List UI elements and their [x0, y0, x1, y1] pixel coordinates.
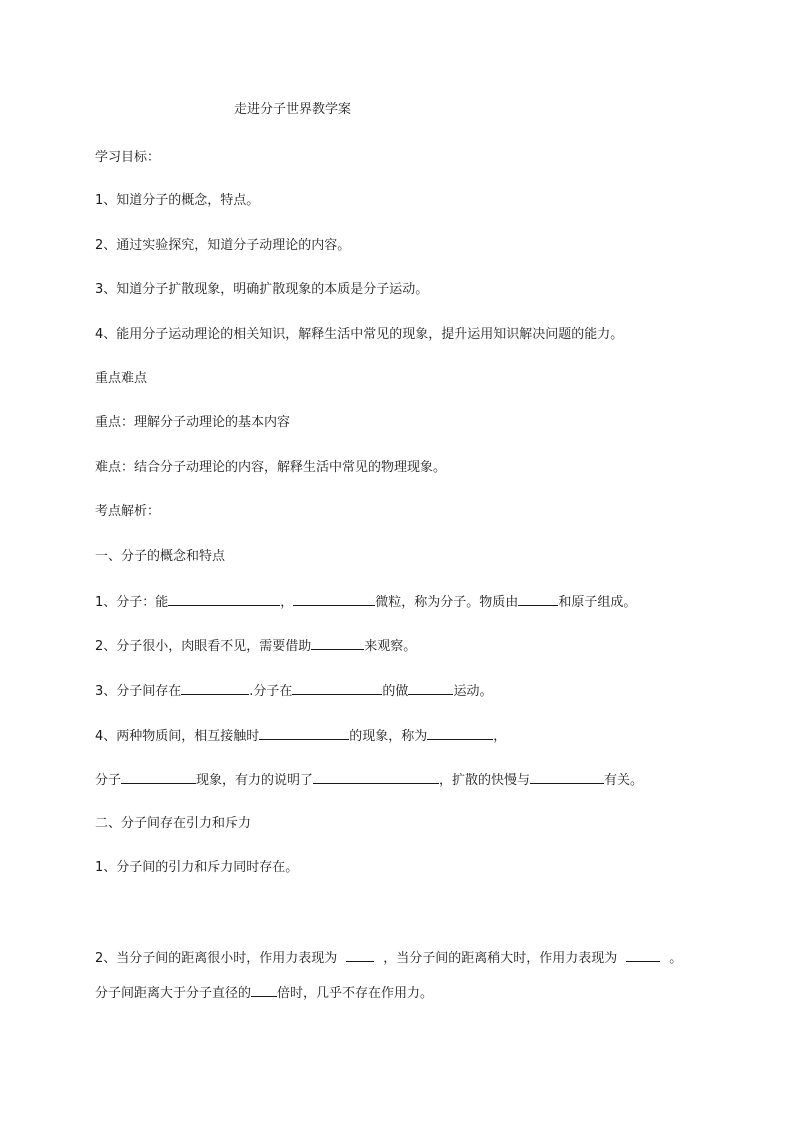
fill-blank[interactable] [427, 726, 493, 740]
question-text: 来观察。 [364, 639, 417, 654]
fill-blank[interactable] [518, 592, 558, 606]
section1-question-2 [95, 636, 416, 656]
question-text: 微粒，称为分子。物质由 [375, 595, 519, 610]
fill-blank[interactable] [530, 770, 604, 784]
objective-item: 4、能用分子运动理论的相关知识，解释生活中常见的现象，提升运用知识解决问题的能力。 [95, 327, 624, 342]
question-text: 2、当分子间的距离很小时，作用力表现为 [95, 951, 338, 966]
question-text: 3、分子间存在 [95, 684, 182, 699]
question-text: ，扩散的快慢与 [439, 773, 531, 788]
section1-question-4 [95, 726, 506, 746]
question-text: 的现象，称为 [349, 729, 428, 744]
section2-question-2 [95, 948, 682, 968]
question-text: 的做 [382, 684, 409, 699]
focus-text: 重点：理解分子动理论的基本内容 [95, 415, 291, 430]
fill-blank[interactable] [346, 948, 374, 962]
key-points-heading: 重点难点 [95, 371, 148, 386]
objectives-heading: 学习目标： [95, 150, 161, 165]
section1-question-4-continued [95, 770, 643, 790]
question-text: 1、分子：能 [95, 595, 169, 610]
section1-heading: 一、分子的概念和特点 [95, 549, 226, 564]
question-text: 倍时，几乎不存在作用力。 [277, 986, 434, 1001]
fill-blank[interactable] [251, 983, 277, 997]
section1-question-3 [95, 681, 492, 701]
section2-heading: 二、分子间存在引力和斥力 [95, 816, 252, 831]
question-text: ， [280, 595, 294, 610]
question-text: 现象，有力的说明了 [196, 773, 314, 788]
fill-blank[interactable] [293, 592, 375, 606]
question-text: 2、分子很小，肉眼看不见，需要借助 [95, 639, 312, 654]
difficulty-text: 难点：结合分子动理论的内容，解释生活中常见的物理现象。 [95, 460, 447, 475]
fill-blank[interactable] [626, 948, 660, 962]
fill-blank[interactable] [181, 681, 249, 695]
section2-question-1: 1、分子间的引力和斥力同时存在。 [95, 860, 299, 875]
objective-item: 1、知道分子的概念，特点。 [95, 193, 260, 208]
question-text: 和原子组成。 [558, 595, 637, 610]
question-text: 分子间距离大于分子直径的 [95, 986, 252, 1001]
fill-blank[interactable] [121, 770, 196, 784]
question-text: 有关。 [604, 773, 644, 788]
objective-item: 3、知道分子扩散现象，明确扩散现象的本质是分子运动。 [95, 282, 429, 297]
question-text: 。 [669, 951, 683, 966]
fill-blank[interactable] [168, 592, 280, 606]
question-text: .分子在 [249, 684, 293, 699]
objective-item: 2、通过实验探究，知道分子动理论的内容。 [95, 238, 351, 253]
question-text: 分子 [95, 773, 122, 788]
question-text: ， [493, 729, 507, 744]
question-text: 运动。 [453, 684, 493, 699]
fill-blank[interactable] [311, 636, 364, 650]
fill-blank[interactable] [292, 681, 382, 695]
analysis-heading: 考点解析： [95, 504, 161, 519]
page-title: 走进分子世界教学案 [234, 102, 352, 117]
fill-blank[interactable] [408, 681, 453, 695]
question-text: 4、两种物质间，相互接触时 [95, 729, 260, 744]
section1-question-1 [95, 592, 636, 612]
fill-blank[interactable] [313, 770, 439, 784]
fill-blank[interactable] [259, 726, 349, 740]
section2-question-2-continued [95, 983, 433, 1003]
question-text: ，当分子间的距离稍大时，作用力表现为 [383, 951, 618, 966]
